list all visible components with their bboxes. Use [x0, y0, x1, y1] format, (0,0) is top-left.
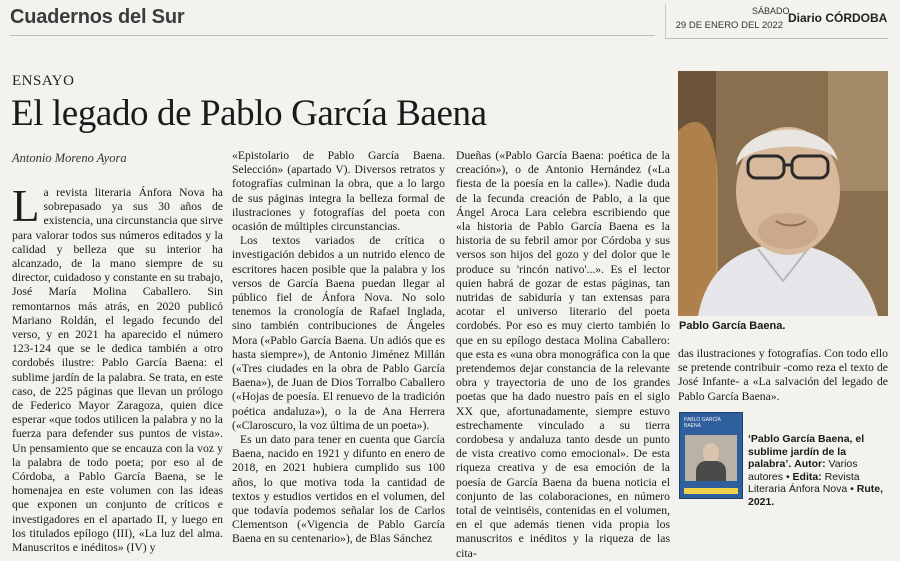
article-kicker: ENSAYO: [12, 73, 75, 89]
article-byline: Antonio Moreno Ayora: [12, 151, 127, 165]
header-separator: [665, 4, 666, 38]
newspaper-name-part2: CÓRDOBA: [825, 11, 888, 25]
drop-cap: L: [12, 181, 40, 231]
book-place-year: Rute, 2021.: [748, 483, 883, 508]
book-cover: [679, 412, 743, 499]
author-label: Autor:: [794, 458, 826, 471]
paragraph: «Epistolario de Pablo García Baena. Selección» (apartado V). Diversos retratos y fotografías culminan la obra, que a lo largo de sus páginas integra la belleza formal de ilustraciones y fotografías del poeta con ocasión de múltiples circunstancias.: [232, 149, 445, 234]
book-cover-title: PABLO GARCÍA BAENA: [684, 417, 721, 429]
author-value: Varios autores: [748, 458, 858, 483]
book-cover-image: [685, 435, 737, 481]
article-column-1: [12, 181, 223, 555]
paragraph: Dueñas («Pablo García Baena: poética de la creación»), o de Antonio Hernández («La fiesta de la poesía en la calle»). Nadie duda de la fecunda creación de Pablo, a la que Ángel Aroca Lara celebra escribiendo que «la historia de Pablo García Baena es la historia de su febril amor por Córdoba y sus versos son hijos del gozo y del dolor que le produce su 'rincón nativo'...». Es el lector quien habrá de gozar de estas páginas, tan nutridas de sabiduría y tan extensas para acotar el universo literario del poeta cordobés. Por eso es muy cierto también lo que en su epílogo destaca Molina Caballero: que esta es «una obra monográfica con la que pretendemos dejar constancia de la relevante obra y trayectoria de uno de los grandes poetas que ha dado nuestro país en el siglo XX que, afortunadamente, siempre estuvo estrechamente vinculado a su tierra cordobesa y andaluza tanto desde un punto de vista creativo como emocional». De esta riqueza creativa y de esa emoción de la poesía de García Baena da buena noticia el conjunto de las colaboraciones, en número total de veintiséis, contenidas en el volumen, en el que además tienen vida propia los manuscritos e inéditos y la riqueza de las cita-: [456, 149, 670, 560]
book-credit-title: ‘Pablo García Baena, el sublime jardín de la palabra’.: [748, 433, 865, 471]
paragraph-text: a revista literaria Ánfora Nova ha sobrepasado ya sus 30 años de existencia, una circunstancia que sirve para valorar todos sus números editados y la calidad y belleza que su interior ha alcanzado, de la mano siempre de su director, cuidadoso y constante en su trabajo, José María Molina Caballero. Sin remontarnos más atrás, en 2020 publicó Mariano Roldán, el legado fecundo del verso, y en 2021 ha aparecido el número 123-124 que se le dedica también a otro cordobés ilustre: Pablo García Baena: el sublime jardín de la palabra. Se trata, en este caso, de 225 páginas que llevan un prólogo de Federico Mayor Zaragoza, quien dice esperar «que todos utilicen la palabra y no la fuerza para defender sus puntos de vista». Un pensamiento que se encauza con la voz y la palabra de todo poeta; por eso al de Córdoba, a Pablo García Baena, se le homenajea en este volumen con las ideas que exponen un conjunto de críticos e investigadores en el apartado II, y luego en los titulados epílogo (III), «La luz del alma. Manuscritos e inéditos» (IV) y: [12, 186, 223, 555]
book-cover-band: [684, 488, 738, 494]
article-column-2: [232, 149, 445, 546]
paragraph: Los textos variados de crítica o investigación debidos a un nutrido elenco de escritores hacen posible que la palabra y los versos de García Baena puedan llegar al público fiel de Ánfora Nova. No solo tenemos la cronología de Rafael Inglada, sino también contribuciones de Ángeles Mora («Pablo García Baena. Un adiós que es hasta siempre»), de Antonio Jiménez Millán («Tres ciudades en la obra de Pablo García Baena»), de Juan de Dios Torralbo Caballero («Hojas de poesía. El renuevo de la tradición poética andaluza»), o la de Ana Herrera («Claroscuro, la voz última de un poeta»).: [232, 234, 445, 432]
header-date: 29 DE ENERO DEL 2022: [675, 20, 783, 31]
header-day: SÁBADO: [752, 6, 790, 16]
article-column-4: [678, 347, 888, 405]
header-rule-left: [10, 35, 655, 36]
newspaper-name-part1: Diario: [788, 11, 826, 25]
paragraph: [12, 181, 223, 555]
header-rule-right: [665, 38, 888, 39]
article-column-3: [456, 149, 670, 560]
editor-value: Revista Literaria Ánfora Nova: [748, 470, 860, 496]
book-credit: ‘Pablo García Baena, el sublime jardín de la palabra’. Autor: Varios autores • Edita: Revista Literaria Ánfora Nova • Rute, 2021.: [748, 433, 883, 508]
author-photo: [678, 71, 888, 316]
article-headline: El legado de Pablo García Baena: [11, 93, 487, 134]
paragraph: das ilustraciones y fotografías. Con todo ello se pretende contribuir -como reza el texto de José Infante- a «La salvación del legado de Pablo García Baena».: [678, 347, 888, 403]
newspaper-name: [788, 11, 887, 25]
portrait-illustration: [678, 71, 888, 316]
photo-caption: Pablo García Baena.: [679, 320, 786, 332]
editor-label: Edita:: [792, 470, 822, 483]
section-title: Cuadernos del Sur: [10, 6, 185, 28]
paragraph: Es un dato para tener en cuenta que García Baena, nacido en 1921 y difunto en enero de 2018, en 2021 hubiera cumplido sus 100 años, lo que motiva toda la cantidad de textos y estudios vertidos en el volumen, del que todavía podemos señalar los de Carlos Clementson («Vigencia de Pablo García Baena en su centenario»), de Blas Sánchez: [232, 433, 445, 546]
